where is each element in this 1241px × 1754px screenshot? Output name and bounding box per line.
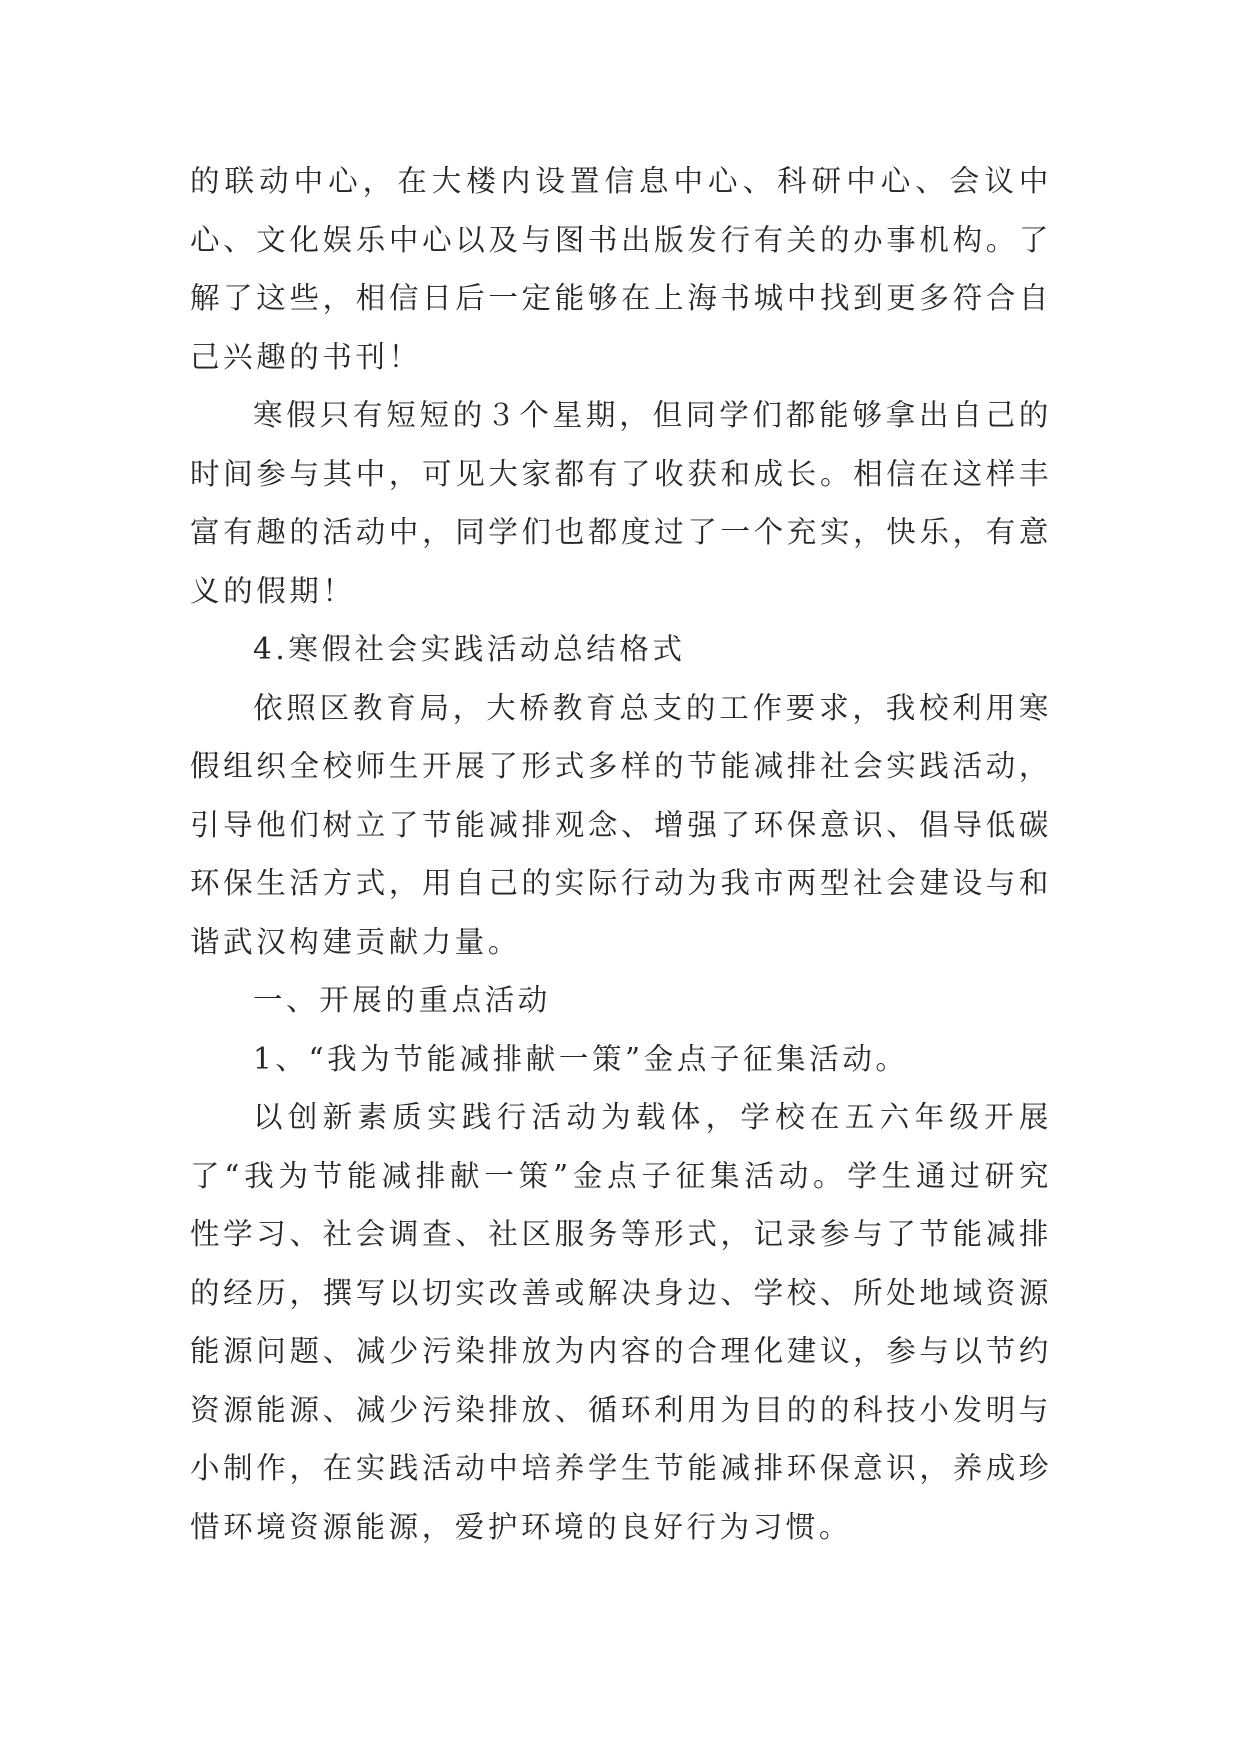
paragraph-energy-saving-details: 以创新素质实践行活动为载体，学校在五六年级开展了“我为节能减排献一策”金点子征集活动。学生通过研究性学习、社会调查、社区服务等形式，记录参与了节能减排的经历，撰写以切实改善或解决身边、学校、所处地域资源能源问题、减少污染排放为内容的合理化建议，参与以节约资源能源、减少污染排放、循环利用为目的的科技小发明与小制作，在实践活动中培养学生节能减排环保意识，养成珍惜环境资源能源，爱护环境的良好行为习惯。 xyxy=(190,1100,1052,1544)
document-body xyxy=(190,152,1052,1556)
paragraph-school-activities: 依照区教育局，大桥教育总支的工作要求，我校利用寒假组织全校师生开展了形式多样的节能减排社会实践活动，引导他们树立了节能减排观念、增强了环保意识、倡导低碳环保生活方式，用自己的实际行动为我市两型社会建设与和谐武汉构建贡献力量。 xyxy=(190,690,1052,959)
paragraph-intro-continuation: 的联动中心，在大楼内设置信息中心、科研中心、会议中心、文化娱乐中心以及与图书出版发行有关的办事机构。了解了这些，相信日后一定能够在上海书城中找到更多符合自己兴趣的书刊！ xyxy=(190,164,1052,374)
section-heading-key-activities: 一、开展的重点活动 xyxy=(253,983,551,1017)
subheading-energy-saving-ideas: 1、“我为节能减排献一策”金点子征集活动。 xyxy=(253,1041,909,1076)
section-heading-format: 4.寒假社会实践活动总结格式 xyxy=(253,632,686,666)
paragraph-winter-break-summary: 寒假只有短短的３个星期，但同学们都能够拿出自己的时间参与其中，可见大家都有了收获和成长。相信在这样丰富有趣的活动中，同学们也都度过了一个充实，快乐，有意义的假期！ xyxy=(190,398,1052,608)
